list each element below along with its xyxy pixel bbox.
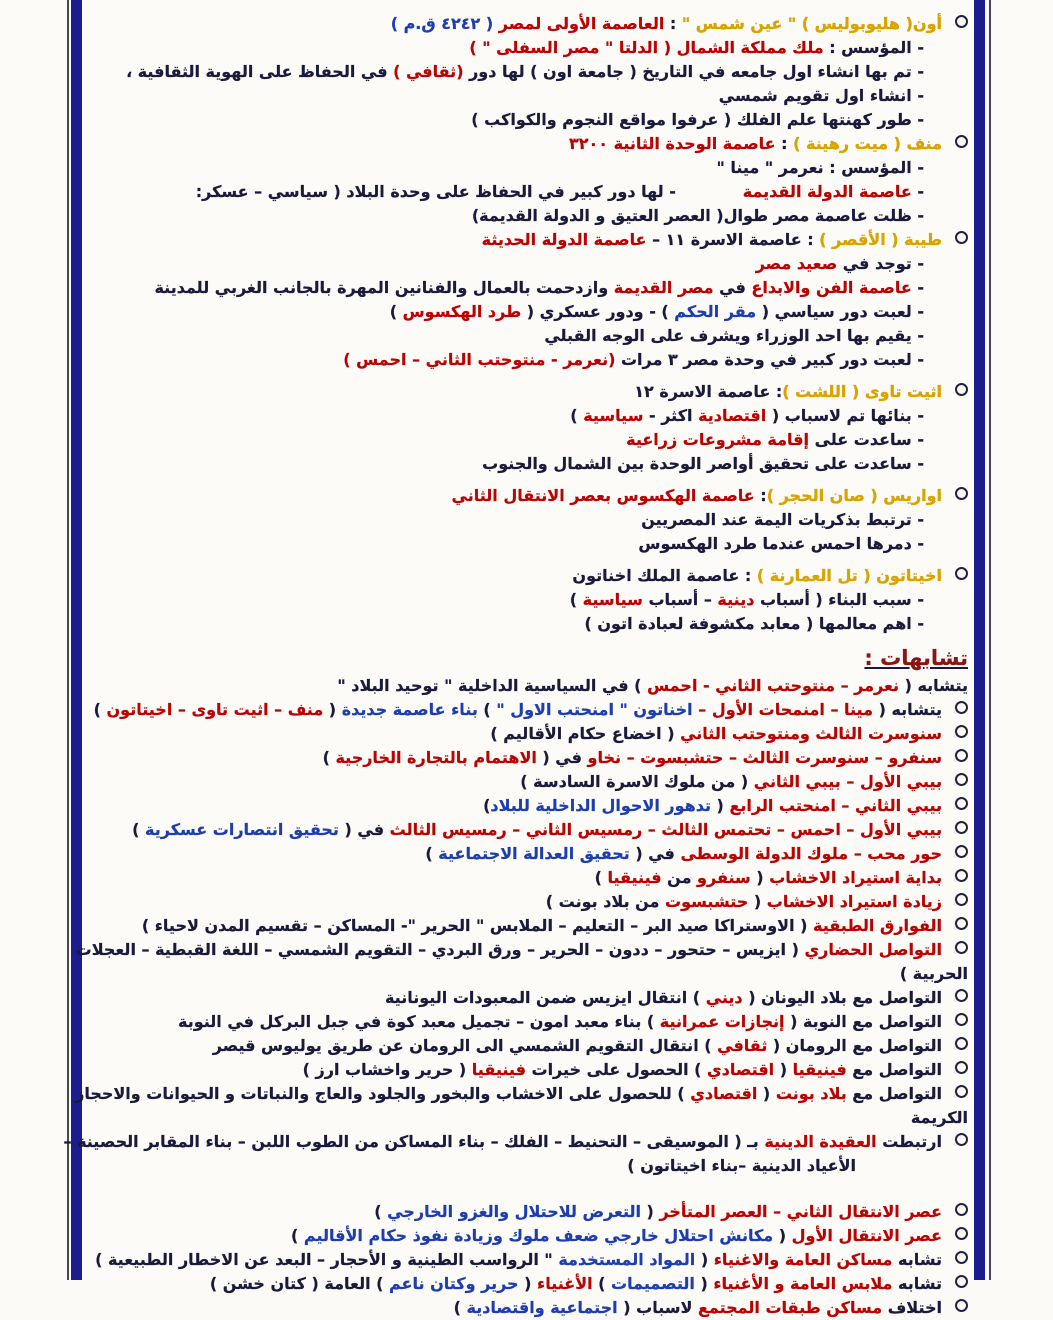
text-segment: – أسباب — [642, 590, 718, 609]
text-line — [40, 484, 968, 508]
text-line — [40, 204, 968, 228]
text-line — [40, 914, 968, 938]
text-line — [40, 770, 968, 794]
text-line — [40, 1082, 968, 1130]
spacer — [40, 556, 968, 564]
text-line — [40, 156, 968, 180]
text-segment: إنجازات عمرانية — [659, 1012, 785, 1031]
text-segment: اقتصادي — [707, 1060, 775, 1079]
circle-bullet-icon — [955, 749, 968, 762]
text-line — [40, 818, 968, 842]
text-segment: العاصمة الأولى لمصر — [498, 14, 665, 33]
text-segment: سياسية — [583, 406, 644, 425]
text-segment: ( — [695, 1250, 714, 1269]
text-segment: اجتماعية واقتصادية — [466, 1298, 618, 1317]
text-segment: اثيت تاوى ( اللشت ) — [782, 382, 942, 401]
text-segment: ( — [750, 868, 770, 887]
text-line — [40, 746, 968, 770]
text-segment: فينيقيا — [471, 1060, 526, 1079]
circle-bullet-icon — [955, 701, 968, 714]
circle-bullet-icon — [955, 797, 968, 810]
text-line — [40, 1272, 968, 1296]
text-segment: التواصل مع — [846, 1084, 942, 1103]
text-segment: - ظلت عاصمة مصر طوال( العصر العتيق و الدولة القديمة) — [471, 206, 924, 225]
text-segment: ) — [453, 1298, 467, 1317]
text-segment: " الرواسب الطينية و الأحجار – البعد عن الاخطار الطبيعية ) — [95, 1250, 559, 1269]
text-segment: (ثقافي ) — [393, 62, 464, 81]
circle-bullet-icon — [955, 1013, 968, 1026]
text-segment: - يقيم بها احد الوزراء ويشرف على الوجه القبلي — [544, 326, 924, 345]
text-line — [40, 36, 968, 60]
text-segment: مكانش احتلال خارجي ضعف ملوك وزيادة نفوذ حكام الأقاليم — [303, 1226, 774, 1245]
text-segment: - — [911, 182, 924, 201]
text-segment: فينيقيا — [792, 1060, 847, 1079]
text-segment: بناء عاصمة جديدة — [341, 700, 478, 719]
text-segment: نعرمر – منتوحتب الثاني - احمس — [647, 676, 899, 695]
text-segment: مقر الحكم — [674, 302, 757, 321]
text-segment: يتشابه ( — [873, 700, 942, 719]
text-segment: وازدحمت بالعمال والفنانين المهرة بالجانب الغربي للمدينة — [154, 278, 614, 297]
circle-bullet-icon — [955, 845, 968, 858]
circle-bullet-icon — [955, 1061, 968, 1074]
text-segment: : — [664, 14, 677, 33]
text-segment: سنفرو – سنوسرت الثالث – حتشبسوت – نخاو — [587, 748, 942, 767]
circle-bullet-icon — [955, 725, 968, 738]
text-segment: ( — [773, 1226, 792, 1245]
text-segment: - ساعدت على — [809, 430, 924, 449]
text-segment: التواصل مع — [846, 1060, 942, 1079]
circle-bullet-icon — [955, 1037, 968, 1050]
text-segment: - توجد في — [837, 254, 924, 273]
text-segment: : — [754, 486, 767, 505]
right-border-bar — [974, 0, 985, 1280]
circle-bullet-icon — [955, 1299, 968, 1312]
text-segment: ( — [640, 1202, 660, 1221]
text-segment: اقتصادية — [698, 406, 767, 425]
text-segment: العقيدة الدينية — [764, 1132, 877, 1151]
text-line — [40, 12, 968, 36]
text-segment: التواصل مع بلاد اليونان ( — [742, 988, 942, 1007]
text-segment: ( ايزيس – حتحور – ددون – الحرير – ورق البردي – التقويم الشمسي – اللغة القبطية – العجلات الحربية ) — [75, 940, 968, 983]
text-line — [40, 348, 968, 372]
text-segment: التعرض للاحتلال والغزو الخارجي — [387, 1202, 641, 1221]
text-segment: بلاد بونت — [775, 1084, 847, 1103]
text-segment: ( من ملوك الاسرة السادسة ) — [520, 772, 754, 791]
text-segment: - المؤسس : — [823, 38, 924, 57]
text-line — [40, 794, 968, 818]
text-line — [40, 84, 968, 108]
text-segment: التواصل مع النوبة ( — [784, 1012, 942, 1031]
text-segment: تحقيق انتصارات عسكرية — [145, 820, 339, 839]
text-segment: منف – اثيت تاوى – اخيتاتون — [106, 700, 324, 719]
circle-bullet-icon — [955, 1251, 968, 1264]
text-line — [40, 324, 968, 348]
text-segment: مساكن طبقات المجتمع — [697, 1298, 883, 1317]
text-segment: : عاصمة الملك اخناتون — [572, 566, 752, 585]
text-segment: صعيد مصر — [755, 254, 838, 273]
text-segment: فينيقيا — [607, 868, 662, 887]
text-segment: التواصل الحضاري — [804, 940, 942, 959]
text-segment: ) — [322, 748, 336, 767]
text-line — [40, 986, 968, 1010]
circle-bullet-icon — [955, 1275, 968, 1288]
right-thin-border-line — [989, 0, 991, 1280]
circle-bullet-icon — [955, 1227, 968, 1240]
text-segment: زيادة استيراد الاخشاب — [766, 892, 942, 911]
text-segment: عاصمة الوحدة الثانية ٣٢٠٠ — [568, 134, 776, 153]
text-segment: تشابهات : — [864, 646, 968, 670]
text-segment: - لعبت دور سياسي ( — [756, 302, 924, 321]
text-segment: تحقيق العدالة الاجتماعية — [438, 844, 630, 863]
text-segment: ) — [592, 1274, 612, 1293]
text-segment: : — [775, 134, 788, 153]
text-line — [40, 866, 968, 890]
text-segment: التواصل مع الرومان ( — [767, 1036, 942, 1055]
circle-bullet-icon — [955, 1085, 968, 1098]
text-segment: ) - ودور عسكري ( — [521, 302, 675, 321]
text-segment: ) — [569, 590, 583, 609]
text-segment: المواد المستخدمة — [558, 1250, 696, 1269]
text-segment: عاصمة الفن والابداع — [745, 278, 912, 297]
text-segment: التصميمات — [611, 1274, 695, 1293]
circle-bullet-icon — [955, 869, 968, 882]
text-segment: ) بناء معبد امون – تجميل معبد كوة في جبل البركل في النوبة — [177, 1012, 660, 1031]
text-segment: في ( — [629, 844, 681, 863]
text-segment: ( الاوستراكا صيد البر – التعليم – الملابس " الحرير "- المساكن – تقسيم المدن لاحياء ) — [141, 916, 814, 935]
text-segment: في ( — [338, 820, 390, 839]
text-segment: سنفرو — [697, 868, 751, 887]
text-segment: من بلاد بونت ) — [545, 892, 666, 911]
text-line — [40, 1154, 968, 1178]
text-line — [40, 890, 968, 914]
text-line — [40, 404, 968, 428]
circle-bullet-icon — [955, 231, 968, 244]
text-line — [40, 132, 968, 156]
text-segment: سياسية — [582, 590, 643, 609]
text-segment: الأغنياء — [537, 1274, 593, 1293]
text-segment: عصر الانتقال الثاني – العصر المتأخر — [659, 1202, 942, 1221]
text-segment: ( — [774, 1060, 793, 1079]
text-segment: يتشابه ( — [899, 676, 968, 695]
text-segment: : عاصمة الاسرة ١١ – — [646, 230, 814, 249]
text-line — [40, 180, 968, 204]
text-segment: ( — [710, 796, 730, 815]
text-segment: ) — [132, 820, 146, 839]
circle-bullet-icon — [955, 1133, 968, 1146]
section-heading — [40, 642, 968, 674]
text-segment: - لها دور كبير في الحفاظ على وحدة البلاد ( سياسي – عسكر: — [195, 182, 676, 201]
text-segment: ( ٤٢٤٢ ق.م ) — [390, 14, 499, 33]
text-segment: ( — [323, 700, 342, 719]
text-line — [40, 1034, 968, 1058]
text-line — [40, 1296, 968, 1320]
circle-bullet-icon — [955, 135, 968, 148]
circle-bullet-icon — [955, 917, 968, 930]
text-segment: - دمرها احمس عندما طرد الهكسوس — [638, 534, 924, 553]
text-segment: - لعبت دور كبير في وحدة مصر ٣ مرات — [615, 350, 924, 369]
text-segment: ) — [570, 406, 584, 425]
text-segment: منف ( ميت رهينة ) — [787, 134, 942, 153]
text-segment: ثقافي — [717, 1036, 768, 1055]
text-segment: - ساعدت على تحقيق أواصر الوحدة بين الشمال والجنوب — [482, 454, 924, 473]
text-segment: اواريس ( صان الحجر ) — [766, 486, 942, 505]
text-segment: عاصمة الدولة الحديثة — [481, 230, 647, 249]
spacer — [40, 1178, 968, 1200]
text-segment: من — [661, 868, 698, 887]
text-segment: في الحفاظ على الهوية الثقافية ، — [126, 62, 394, 81]
text-line — [40, 228, 968, 252]
text-segment: ) — [425, 844, 439, 863]
text-segment: مينا – امنمحات الأول – — [692, 700, 873, 719]
circle-bullet-icon — [955, 821, 968, 834]
text-line — [40, 1058, 968, 1082]
text-line — [40, 300, 968, 324]
text-segment: أون( هليوبوليس ) " عين شمس " — [676, 14, 942, 33]
text-segment: تشابه — [892, 1274, 942, 1293]
text-segment: بيبي الأول – احمس – تحتمس الثالث – رمسيس الثاني – رمسيس الثالث — [389, 820, 942, 839]
text-segment: ارتبطت — [876, 1132, 942, 1151]
text-line — [40, 452, 968, 476]
text-segment: ديني — [705, 988, 743, 1007]
text-segment: ) — [483, 796, 491, 815]
circle-bullet-icon — [955, 893, 968, 906]
text-segment: في — [713, 278, 746, 297]
text-segment: اقتصادي — [690, 1084, 758, 1103]
text-line — [40, 252, 968, 276]
text-segment: ) انتقال ايزيس ضمن المعبودات اليونانية — [384, 988, 706, 1007]
text-segment: اكثر - — [643, 406, 699, 425]
text-segment: ( — [518, 1274, 538, 1293]
circle-bullet-icon — [955, 941, 968, 954]
circle-bullet-icon — [955, 15, 968, 28]
text-segment: دينية — [717, 590, 755, 609]
text-line — [40, 276, 968, 300]
text-segment: - سبب البناء ( أسباب — [754, 590, 924, 609]
text-segment: ) — [291, 1226, 304, 1245]
text-segment: طيبة ( الأقصر ) — [813, 230, 942, 249]
text-segment: اخناتون " امنحتب الاول " — [496, 700, 693, 719]
text-segment: عاصمة الدولة القديمة — [742, 182, 912, 201]
text-segment: اختلاف — [882, 1298, 942, 1317]
text-segment: اخيتاتون ( تل العمارنة ) — [751, 566, 942, 585]
text-segment: مصر القديمة — [613, 278, 714, 297]
text-line — [40, 1130, 968, 1154]
text-segment: : عاصمة الاسرة ١٢ — [634, 382, 783, 401]
text-segment: ) — [93, 700, 107, 719]
text-line — [40, 108, 968, 132]
circle-bullet-icon — [955, 1203, 968, 1216]
text-line — [40, 722, 968, 746]
text-segment: حرير وكتان ناعم — [389, 1274, 519, 1293]
circle-bullet-icon — [955, 773, 968, 786]
text-line — [40, 1010, 968, 1034]
text-line — [40, 380, 968, 404]
text-segment: الاهتمام بالتجارة الخارجية — [335, 748, 537, 767]
text-segment: في ( — [536, 748, 588, 767]
text-segment: ) العامة ( كتان خشن ) — [209, 1274, 390, 1293]
text-segment: بـ ( الموسيقى – التحنيط – الفلك – بناء المساكن من الطوب اللبن – بناء المقابر الحصينة – — [63, 1132, 765, 1151]
circle-bullet-icon — [955, 989, 968, 1002]
text-segment: ) — [374, 1202, 388, 1221]
text-segment: تدهور الاحوال الداخلية للبلاد — [490, 796, 711, 815]
text-line — [40, 1248, 968, 1272]
text-line — [40, 842, 968, 866]
text-segment: ( اخضاع حكام الأقاليم ) — [490, 724, 681, 743]
text-segment: ) في السياسية الداخلية " توحيد البلاد " — [337, 676, 648, 695]
text-segment: - بنائها تم لاسباب ( — [766, 406, 924, 425]
text-segment: (نعرمر - منتوحتب الثاني – احمس ) — [343, 350, 616, 369]
text-segment: - اهم معالمها ( معابد مكشوفة لعبادة اتون ) — [584, 614, 924, 633]
circle-bullet-icon — [955, 567, 968, 580]
text-segment: حتشبسوت — [665, 892, 749, 911]
text-segment: ملابس العامة و الأغنياء — [713, 1274, 893, 1293]
text-segment: - انشاء اول تقويم شمسي — [718, 86, 924, 105]
text-line — [40, 532, 968, 556]
text-segment: عصر الانتقال الأول — [791, 1226, 942, 1245]
text-segment: الأعياد الدينية –بناء اخيتاتون ) — [627, 1156, 856, 1175]
text-segment: ) — [594, 868, 608, 887]
text-segment: بيبي الأول – بيبي الثاني — [753, 772, 942, 791]
text-segment: ( — [757, 1084, 776, 1103]
text-segment: مساكن العامة والاغنياء — [713, 1250, 893, 1269]
text-line — [40, 1224, 968, 1248]
text-segment: - ترتبط بذكريات اليمة عند المصريين — [641, 510, 924, 529]
text-segment: ) — [477, 700, 497, 719]
text-segment: ( — [748, 892, 767, 911]
text-line — [40, 60, 968, 84]
text-segment: حور محب – ملوك الدولة الوسطى — [680, 844, 942, 863]
text-segment: ( حرير واخشاب ارز ) — [302, 1060, 472, 1079]
text-segment: ) — [389, 302, 403, 321]
text-segment: ) الحصول على خيرات — [525, 1060, 708, 1079]
text-segment: - — [911, 278, 924, 297]
text-segment: - تم بها انشاء اول جامعه في التاريخ ( جامعة اون ) لها دور — [463, 62, 924, 81]
text-line — [40, 674, 968, 698]
text-segment — [676, 182, 743, 201]
text-segment: لاسباب ( — [617, 1298, 698, 1317]
spacer — [40, 476, 968, 484]
text-segment: - المؤسس : نعرمر " مينا " — [716, 158, 924, 177]
circle-bullet-icon — [955, 383, 968, 396]
text-segment: تشابه — [892, 1250, 942, 1269]
text-line — [40, 564, 968, 588]
text-segment: إقامة مشروعات زراعية — [626, 430, 809, 449]
text-segment: ) للحصول على الاخشاب والبخور والجلود والعاج والنباتات و الحيوانات والاحجار الكريمة — [75, 1084, 968, 1127]
text-line — [40, 938, 968, 986]
text-segment: سنوسرت الثالث ومنتوحتب الثاني — [680, 724, 942, 743]
text-segment: بيبي الثاني – امنحتب الرابع — [729, 796, 942, 815]
text-line — [40, 1200, 968, 1224]
notes-list — [40, 12, 968, 1320]
text-segment: الفوارق الطبقية — [813, 916, 942, 935]
text-segment: ( — [694, 1274, 714, 1293]
circle-bullet-icon — [955, 487, 968, 500]
text-segment: - طور كهنتها علم الفلك ( عرفوا مواقع النجوم والكواكب ) — [471, 110, 924, 129]
text-line — [40, 428, 968, 452]
text-line — [40, 588, 968, 612]
text-line — [40, 698, 968, 722]
text-segment: طرد الهكسوس — [402, 302, 522, 321]
text-line — [40, 508, 968, 532]
text-segment: ) انتقال التقويم الشمسي الى الرومان عن طريق يوليوس قيصر — [212, 1036, 718, 1055]
text-line — [40, 612, 968, 636]
text-segment: عاصمة الهكسوس بعصر الانتقال الثاني — [451, 486, 755, 505]
text-segment: بداية استيراد الاخشاب — [769, 868, 942, 887]
text-segment: ملك مملكة الشمال ( الدلتا " مصر السفلى " ) — [469, 38, 824, 57]
spacer — [40, 372, 968, 380]
